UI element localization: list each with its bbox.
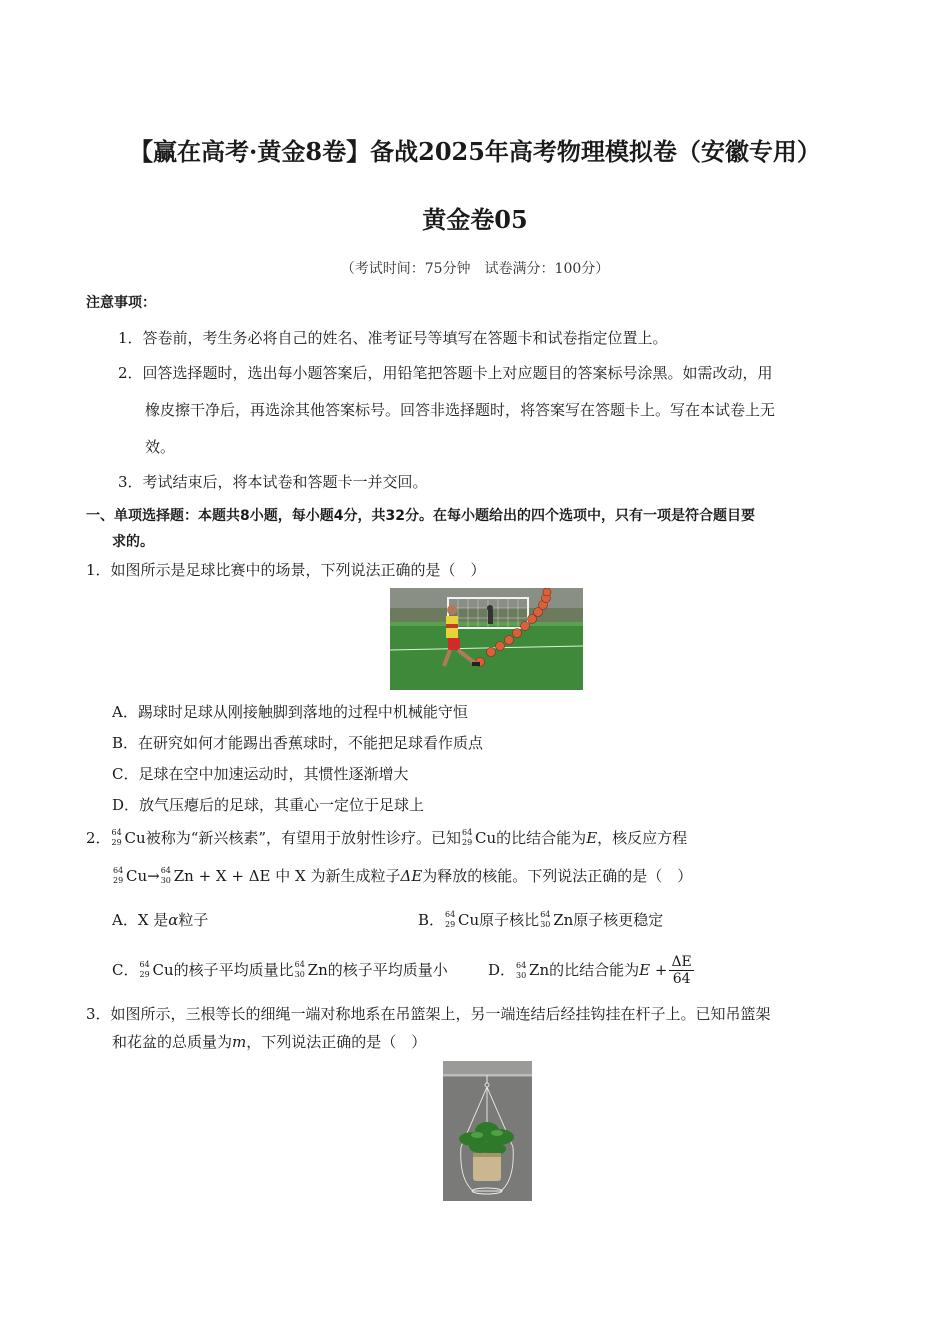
question-2-option-d[interactable]: D． 64 30 Zn的比结合能为E + $\frac{\Delta E}{64}$ <box>488 953 692 987</box>
question-1-option-d[interactable]: D．放气压瘪后的足球，其重心一定位于足球上 <box>112 796 425 814</box>
notice-heading: 注意事项： <box>86 295 156 311</box>
question-1-stem: 1．如图所示是足球比赛中的场景，下列说法正确的是（ ） <box>86 561 486 579</box>
isotope-zn64: 64 30 <box>160 866 171 885</box>
notice-item-2: 2．回答选择题时，选出每小题答案后，用铅笔把答题卡上对应题目的答案标号涂黑。如需改动，用 <box>118 364 773 382</box>
fraction: $\frac{\Delta E}{64}$ <box>671 953 692 987</box>
isotope-cu64: 64 29 <box>111 828 122 847</box>
question-2-stem: 2． 64 29 Cu被称为“新兴核素”，有望用于放射性诊疗。已知 64 29 Cu的比结合能为E，核反应方程 <box>86 828 688 847</box>
exam-info: （考试时间：75分钟 试卷满分：100分） <box>340 261 610 277</box>
soccer-photo <box>390 588 583 690</box>
section-heading-cont: 求的。 <box>112 534 154 550</box>
notice-item-2-cont2: 效。 <box>145 438 176 456</box>
notice-item-3: 3．考试结束后，将本试卷和答题卡一并交回。 <box>118 473 428 491</box>
notice-item-1: 1．答卷前，考生务必将自己的姓名、准考证号等填写在答题卡和试卷指定位置上。 <box>118 329 668 347</box>
question-2-option-a[interactable]: A．X 是α粒子 <box>112 911 209 929</box>
binding-energy-symbol: E <box>586 829 598 847</box>
hanging-basket-photo <box>443 1061 532 1201</box>
page-title: 【赢在高考·黄金8卷】备战2025年高考物理模拟卷（安徽专用） <box>129 137 821 166</box>
question-1-option-b[interactable]: B．在研究如何才能踢出香蕉球时，不能把足球看作质点 <box>112 734 484 752</box>
question-1-option-c[interactable]: C．足球在空中加速运动时，其惯性逐渐增大 <box>112 765 409 783</box>
question-2-number: 2． <box>86 829 111 847</box>
question-3-stem: 3．如图所示，三根等长的细绳一端对称地系在吊篮架上，另一端连结后经挂钩挂在杆子上。已知吊篮架 <box>86 1005 771 1023</box>
equation-rest: + X + ΔE <box>198 867 271 885</box>
reaction-arrow: → <box>147 867 160 885</box>
question-1-option-a[interactable]: A．踢球时足球从刚接触脚到落地的过程中机械能守恒 <box>112 703 468 721</box>
notice-item-2-cont: 橡皮擦干净后，再选涂其他答案标号。回答非选择题时，将答案写在答题卡上。写在本试卷上无 <box>145 401 776 419</box>
isotope-cu64: 64 29 <box>462 828 473 847</box>
isotope-cu64: 64 29 <box>113 866 124 885</box>
question-2-option-b[interactable]: B． 64 29 Cu原子核比 64 30 Zn原子核更稳定 <box>418 910 664 929</box>
reaction-equation-line: 64 29 Cu→ 64 30 Zn + X + ΔE 中 X 为新生成粒子ΔE为释放的核能。下列说法正确的是（ ） <box>113 866 693 885</box>
section-heading: 一、单项选择题：本题共8小题，每小题4分，共32分。在每小题给出的四个选项中，只有一项是符合题目要 <box>86 508 755 524</box>
paper-subtitle: 黄金卷05 <box>422 205 528 234</box>
question-2-option-c[interactable]: C． 64 29 Cu的核子平均质量比 64 30 Zn的核子平均质量小 <box>112 960 448 979</box>
question-3-stem-cont: 和花盆的总质量为m，下列说法正确的是（ ） <box>112 1033 427 1051</box>
